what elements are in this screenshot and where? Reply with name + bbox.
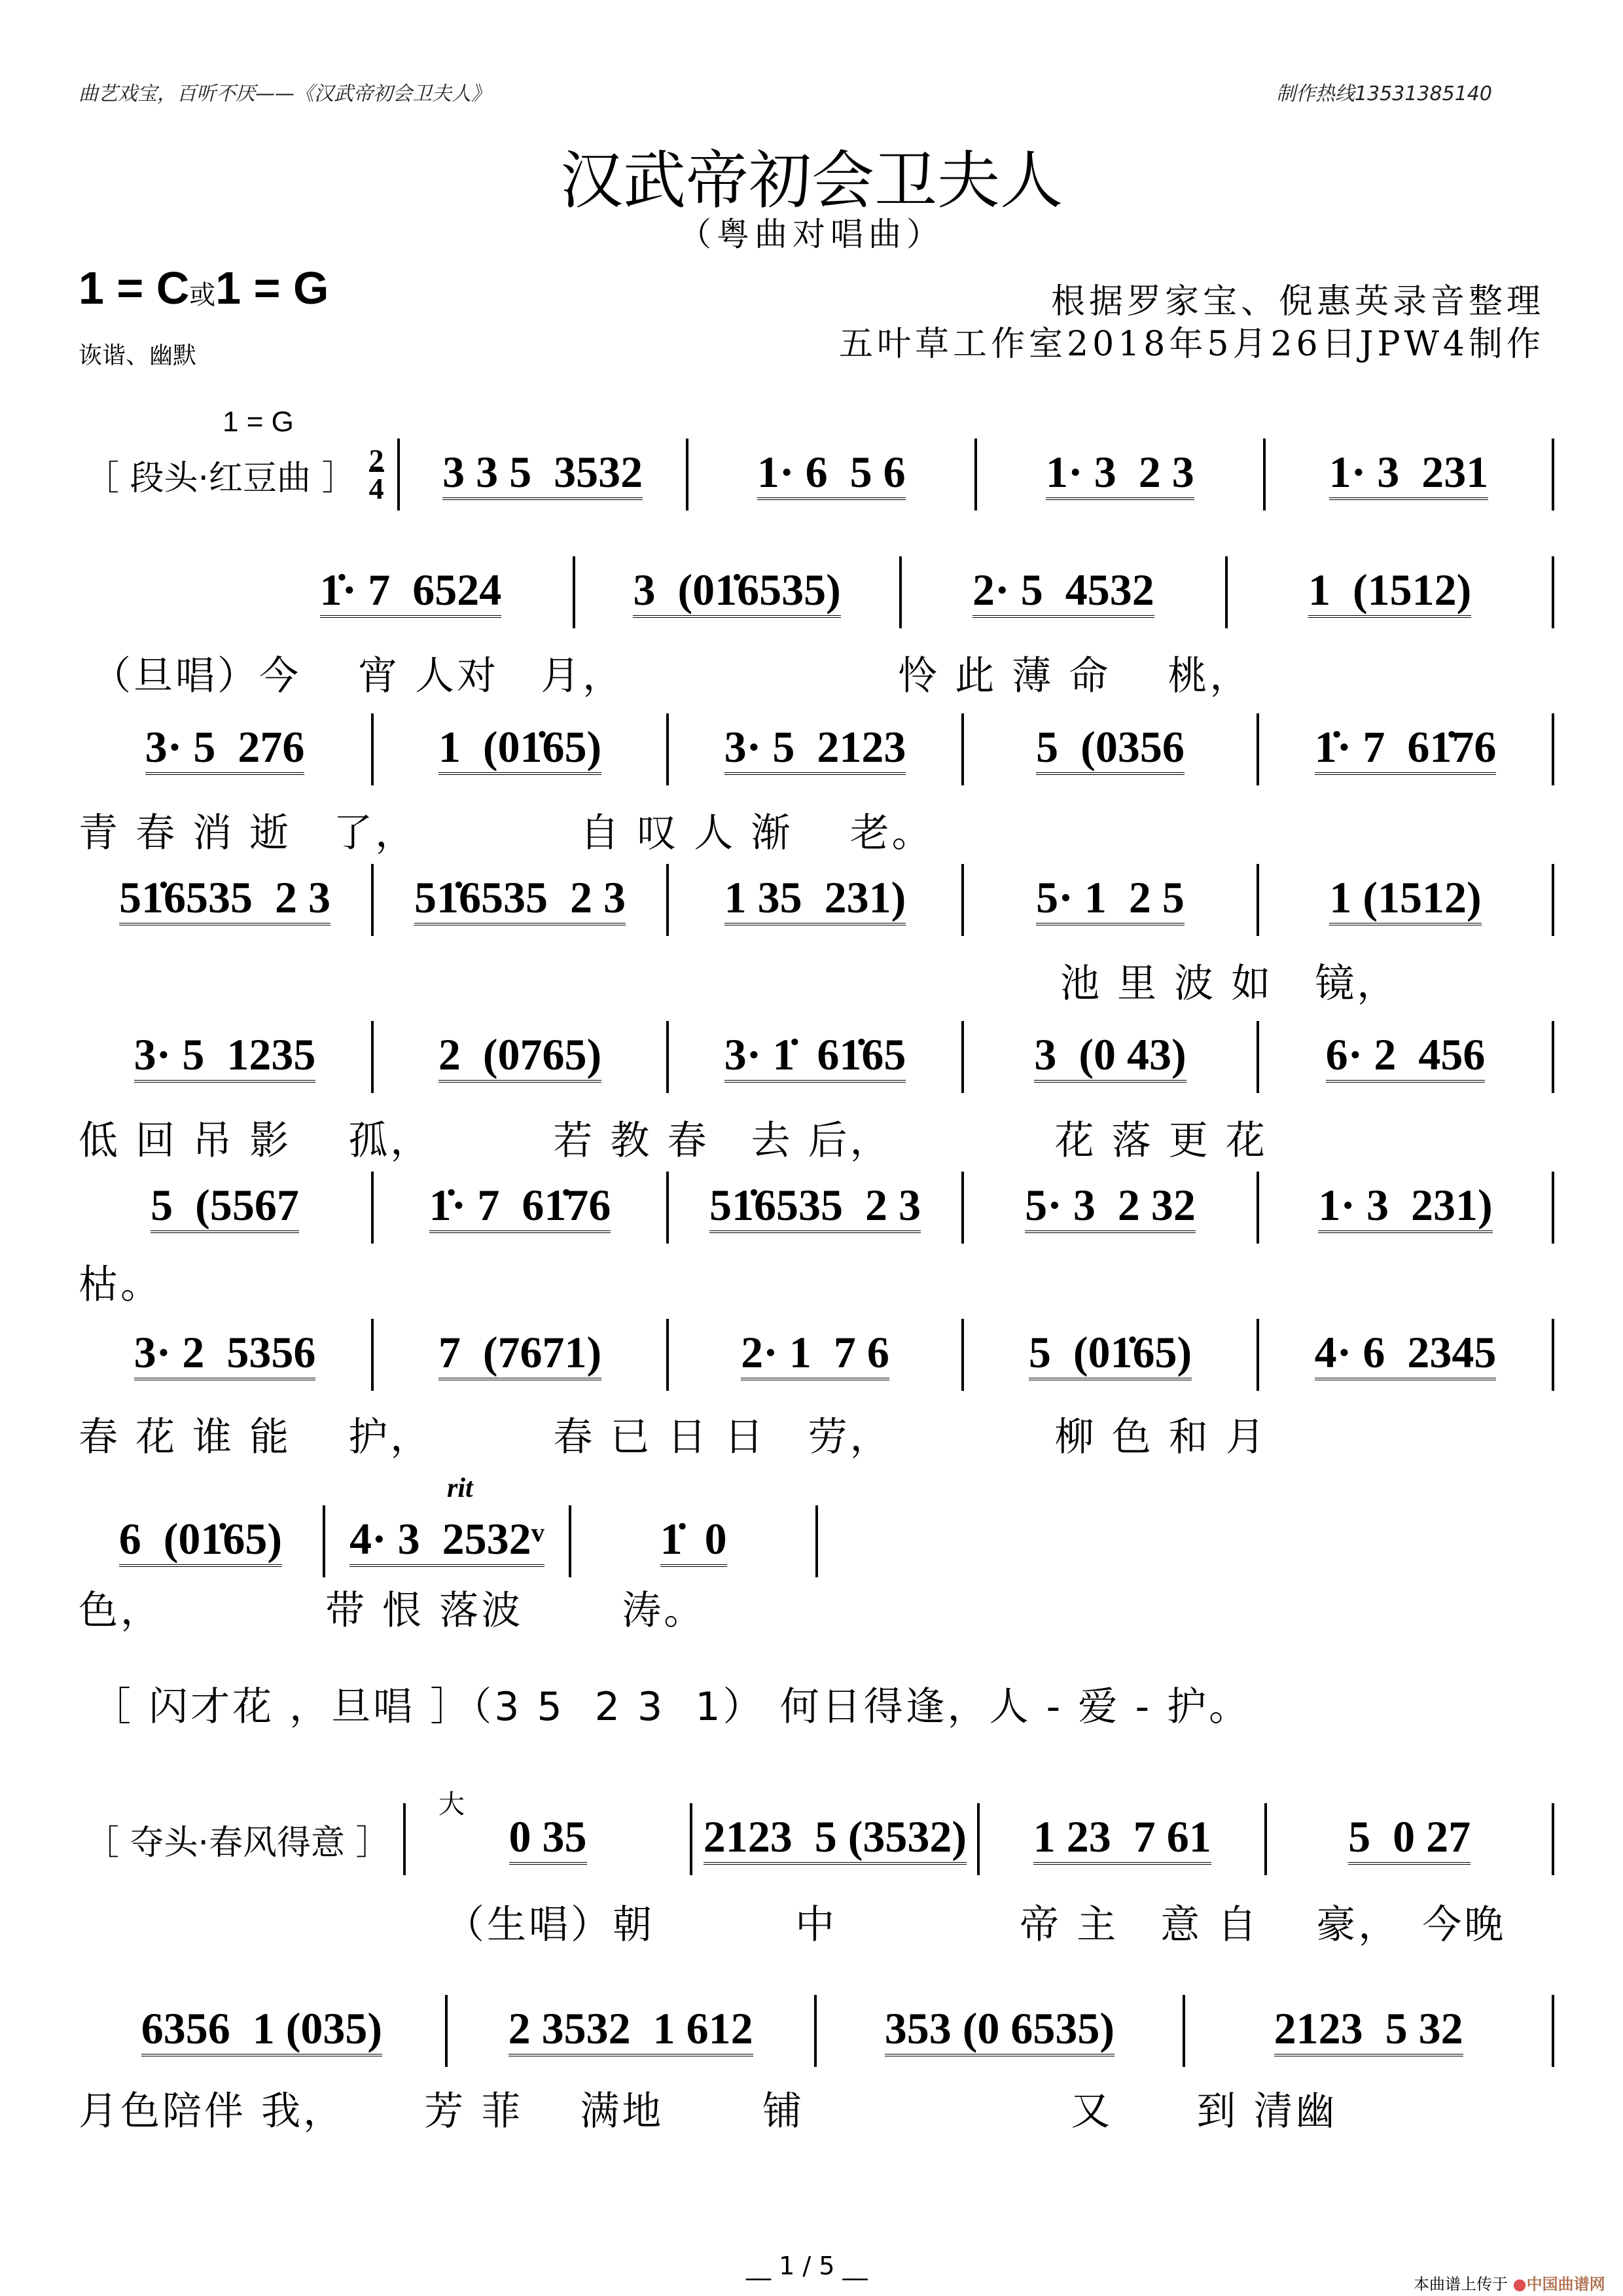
measure	[974, 439, 1263, 511]
measure-notes: 1̇· 7 6524	[320, 567, 502, 618]
score-line-dutou	[85, 1789, 1554, 1875]
source-text: 本曲谱上传于	[1414, 2275, 1508, 2293]
measure	[961, 1172, 1257, 1244]
measure-notes: 5 0 27	[1348, 1814, 1471, 1865]
measure	[569, 1505, 815, 1577]
measure-notes: 51̇6535 2 3	[414, 874, 626, 925]
measure-notes: 353 (0 6535)	[885, 2005, 1115, 2056]
measure-notes: 51̇6535 2 3	[119, 874, 330, 925]
lyric-line: 春 花 谁 能 护， 春 已 日 日 劳， 柳 色 和 月	[79, 1414, 1268, 1460]
barline	[1552, 864, 1554, 936]
measure-notes: 1 23 7 61	[1033, 1814, 1211, 1865]
measure	[1183, 1995, 1552, 2067]
lyric-line: 枯。	[79, 1262, 162, 1308]
measure	[79, 1021, 371, 1093]
barline	[1552, 1172, 1554, 1244]
lyric-line: 池 里 波 如 镜，	[1060, 961, 1399, 1007]
barline	[1552, 556, 1554, 628]
measure-notes: 1 35 231)	[724, 874, 906, 925]
score-line-1	[85, 439, 1554, 511]
measure	[403, 1803, 690, 1875]
measure	[323, 1473, 569, 1577]
measure	[79, 1505, 323, 1577]
measure-notes: 2· 5 4532	[972, 567, 1154, 618]
measure-notes: 1̇· 7 61̇76	[1315, 724, 1497, 775]
measure-notes: 3 (0 43)	[1034, 1031, 1186, 1083]
measure-notes: 0 35	[509, 1814, 587, 1865]
measure	[1257, 713, 1552, 785]
section-label-2: ［ 夺头·春风得意 ］	[85, 1823, 390, 1863]
measure-notes: 3 3 5 3532	[442, 449, 643, 500]
measure-notes: 51̇6535 2 3	[709, 1182, 921, 1233]
barline	[1552, 1803, 1554, 1875]
measure-notes: 6 (01̇65)	[119, 1516, 282, 1567]
measure	[1257, 1021, 1552, 1093]
measure-notes: 6356 1 (035)	[141, 2005, 382, 2056]
time-bottom: 4	[369, 469, 384, 505]
measure-notes: 1· 6 5 6	[757, 449, 906, 500]
measure-notes: 5 (0356	[1036, 724, 1185, 775]
page-title: 汉武帝初会卫夫人	[560, 144, 1063, 217]
measure	[961, 1021, 1257, 1093]
measure	[397, 439, 686, 511]
measure-notes: 3· 5 2123	[724, 724, 906, 775]
rit-annotation: rit	[447, 1473, 473, 1503]
style-marking: 诙谐、幽默	[79, 342, 197, 369]
measure	[79, 1172, 371, 1244]
section-label: ［ 段头·红豆曲 ］	[85, 458, 356, 498]
measure	[1225, 556, 1552, 628]
measure	[977, 1803, 1264, 1875]
measure	[666, 864, 961, 936]
measure	[1263, 439, 1552, 511]
key-a: 1 = C	[79, 262, 190, 314]
measure-notes: 2123 5 (3532)	[704, 1814, 967, 1865]
measure-notes: 5· 1 2 5	[1036, 874, 1185, 925]
measure	[666, 1021, 961, 1093]
barline	[815, 1505, 818, 1577]
source-credit	[1414, 2271, 1605, 2294]
barline	[1552, 439, 1554, 511]
barline	[1552, 713, 1554, 785]
measure	[371, 713, 666, 785]
measure	[249, 556, 573, 628]
measure-notes: 2 3532 1 612	[508, 2005, 753, 2056]
measure-notes: 2· 1 7 6	[741, 1329, 889, 1380]
measure-notes: 5· 3 2 32	[1025, 1182, 1196, 1233]
measure-notes: 4· 3 2532ᵛ	[349, 1516, 544, 1567]
measure	[686, 439, 974, 511]
lyric-line: （生唱）朝 中 帝 主 意 自 豪， 今晚	[445, 1902, 1507, 1948]
measure-notes: 1 (01̇65)	[438, 724, 601, 775]
measure-notes: 1̇ 0	[660, 1516, 727, 1567]
measure	[961, 713, 1257, 785]
measure	[1257, 1319, 1552, 1391]
measure-notes: 3· 2 5356	[134, 1329, 316, 1380]
measure	[371, 1172, 666, 1244]
measure	[371, 864, 666, 936]
measure	[690, 1803, 977, 1875]
lyric-line: 色， 带 恨 落波 涛。	[79, 1588, 706, 1634]
measure-notes: 3· 5 1235	[134, 1031, 316, 1083]
lyric-line: 低 回 吊 影 孤， 若 教 春 去 后， 花 落 更 花	[79, 1118, 1268, 1164]
measure-notes: 6· 2 456	[1326, 1031, 1486, 1083]
lyric-line: 月色陪伴 我， 芳 菲 满地 铺 又 到 清幽	[79, 2089, 1338, 2134]
logo-text: 中国曲谱网	[1526, 2275, 1605, 2293]
time-signature	[368, 443, 384, 505]
barline	[1552, 1021, 1554, 1093]
measure	[573, 556, 899, 628]
measure-notes: 1· 3 231)	[1318, 1182, 1492, 1233]
score-line	[249, 556, 1554, 628]
logo-icon: ●	[1512, 2275, 1527, 2293]
measure-notes: 5 (01̇65)	[1029, 1329, 1192, 1380]
measure	[371, 1319, 666, 1391]
lyric-line: （旦唱）今 宵 人对 月， 怜 此 薄 命 桃，	[92, 653, 1252, 699]
measure	[79, 1319, 371, 1391]
measure	[445, 1995, 814, 2067]
credit-maker: 五叶草工作室2018年5月26日JPW4制作	[839, 325, 1544, 364]
measure-notes: 2 (0765)	[438, 1031, 601, 1083]
measure	[1264, 1803, 1552, 1875]
score-line	[79, 1021, 1554, 1093]
measure	[814, 1995, 1183, 2067]
score-line	[79, 1319, 1554, 1391]
score-line	[79, 1172, 1554, 1244]
measure-notes: 3 (01̇6535)	[633, 567, 840, 618]
measure-notes: 7 (7671)	[438, 1329, 601, 1380]
gong-mark: 大	[438, 1789, 465, 1820]
section-key: 1 = G	[223, 406, 294, 438]
measure	[79, 864, 371, 936]
score-line	[79, 1473, 818, 1577]
lyric-line: 青 春 消 逝 了， 自 叹 人 渐 老。	[79, 810, 934, 856]
measure	[1257, 864, 1552, 936]
interlude-line: ［ 闪才花 ，旦唱 ］（3 5 2 3 1） 何日得逢，人 - 爱 - 护。	[92, 1684, 1251, 1730]
measure	[371, 1021, 666, 1093]
barline	[1552, 1995, 1554, 2067]
measure-notes: 3· 1̇ 61̇65	[724, 1031, 906, 1083]
measure	[666, 1172, 961, 1244]
header-left: 曲艺戏宝，百听不厌——《汉武帝初会卫夫人》	[79, 82, 491, 105]
time-top: 2	[368, 443, 384, 476]
header-right: 制作热线13531385140	[1276, 82, 1492, 105]
measure-notes: 1· 3 231	[1329, 449, 1489, 500]
measure	[961, 1319, 1257, 1391]
measure-notes: 4· 6 2345	[1315, 1329, 1497, 1380]
score-line	[79, 713, 1554, 785]
measure-notes: 3· 5 276	[145, 724, 305, 775]
subtitle: （粤曲对唱曲）	[679, 215, 944, 253]
key-b: 1 = G	[215, 262, 329, 314]
measure	[961, 864, 1257, 936]
measure-notes: 5 (5567	[151, 1182, 299, 1233]
barline	[1552, 1319, 1554, 1391]
score-line	[79, 864, 1554, 936]
score-line	[79, 1995, 1554, 2067]
measure	[79, 713, 371, 785]
measure	[79, 1995, 445, 2067]
measure-notes: 2123 5 32	[1274, 2005, 1463, 2056]
page-number: __ 1 / 5 __	[746, 2251, 868, 2280]
measure-notes: 1 (1512)	[1308, 567, 1471, 618]
measure-notes: 1̇· 7 61̇76	[429, 1182, 611, 1233]
measure-notes: 1 (1512)	[1329, 874, 1481, 925]
credit-source: 根据罗家宝、倪惠英录音整理	[1050, 282, 1544, 321]
measure	[1257, 1172, 1552, 1244]
key-signature	[79, 262, 329, 314]
measure	[666, 713, 961, 785]
key-or: 或	[189, 281, 216, 310]
measure	[666, 1319, 961, 1391]
measure-notes: 1· 3 2 3	[1046, 449, 1194, 500]
measure	[899, 556, 1226, 628]
